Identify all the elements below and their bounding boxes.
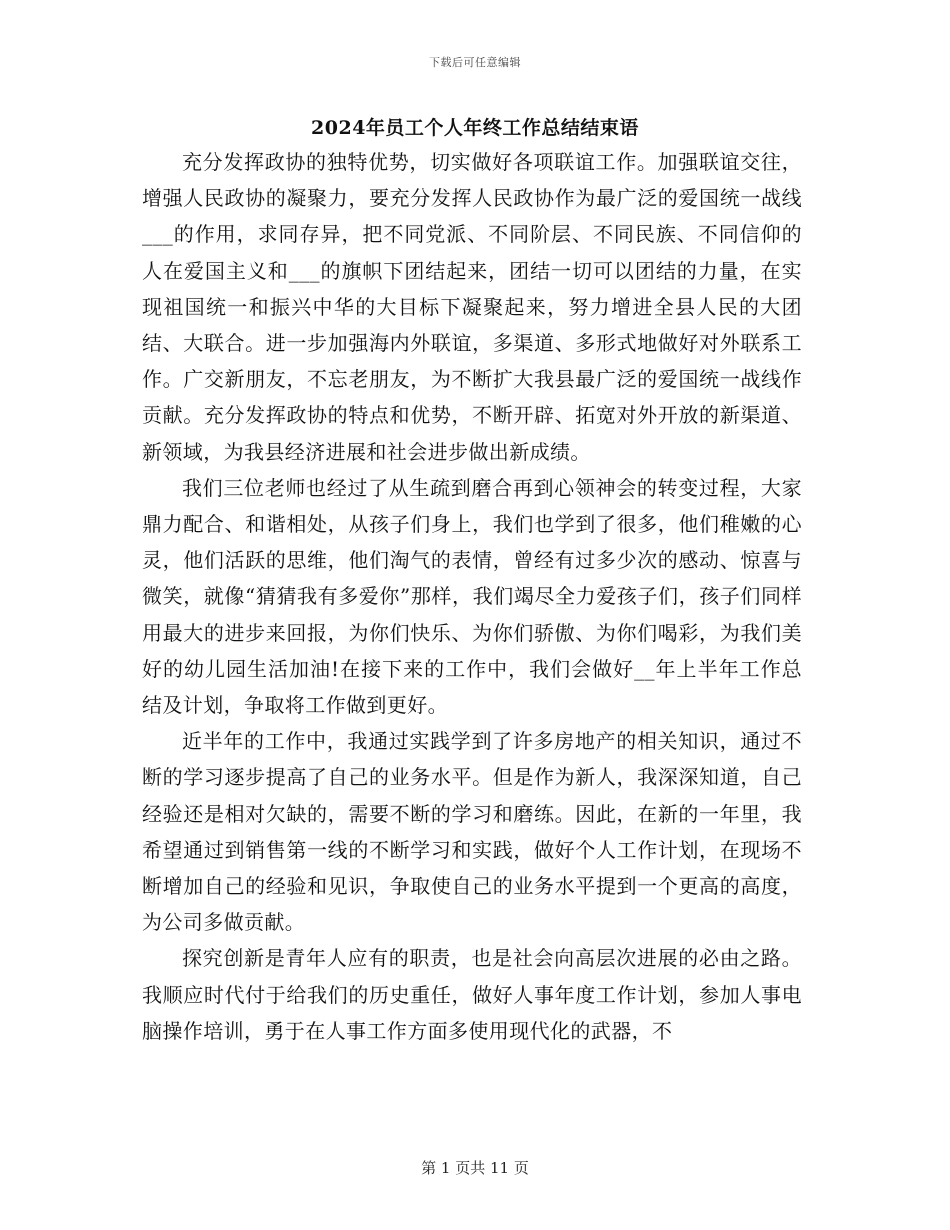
paragraph-3: 近半年的工作中，我通过实践学到了许多房地产的相关知识，通过不断的学习逐步提高了自己的业务水平。但是作为新人，我深深知道，自己经验还是相对欠缺的，需要不断的学习和磨练。因此，在新的一年里，我希望通过到销售第一线的不断学习和实践，做好个人工作计划，在现场不断增加自己的经验和见识，争取使自己的业务水平提到一个更高的高度，为公司多做贡献。 <box>142 729 802 935</box>
document-body <box>142 144 802 1049</box>
paragraph-1: 充分发挥政协的独特优势，切实做好各项联谊工作。加强联谊交往，增强人民政协的凝聚力，要充分发挥人民政协作为最广泛的爱国统一战线___的作用，求同存异，把不同党派、不同阶层、不同民族、不同信仰的人在爱国主义和___的旗帜下团结起来，团结一切可以团结的力量，在实现祖国统一和振兴中华的大目标下凝聚起来，努力增进全县人民的大团结、大联合。进一步加强海内外联谊，多渠道、多形式地做好对外联系工作。广交新朋友，不忘老朋友，为不断扩大我县最广泛的爱国统一战线作贡献。充分发挥政协的特点和优势，不断开辟、拓宽对外开放的新渠道、新领域，为我县经济进展和社会进步做出新成绩。 <box>142 150 802 464</box>
page-header: 下载后可任意编辑 <box>429 56 521 69</box>
page-number: 第 1 页共 11 页 <box>421 1159 529 1177</box>
paragraph-4: 探究创新是青年人应有的职责，也是社会向高层次进展的必由之路。我顺应时代付于给我们的历史重任，做好人事年度工作计划，参加人事电脑操作培训，勇于在人事工作方面多使用现代化的武器，不 <box>142 946 802 1043</box>
document-title: 2024年员工个人年终工作总结结束语 <box>311 117 639 139</box>
paragraph-2: 我们三位老师也经过了从生疏到磨合再到心领神会的转变过程，大家鼎力配合、和谐相处，从孩子们身上，我们也学到了很多，他们稚嫩的心灵，他们活跃的思维，他们淘气的表情，曾经有过多少次的感动、惊喜与微笑，就像“猜猜我有多爱你”那样，我们竭尽全力爱孩子们，孩子们同样用最大的进步来回报，为你们快乐、为你们骄傲、为你们喝彩，为我们美好的幼儿园生活加油!在接下来的工作中，我们会做好__年上半年工作总结及计划，争取将工作做到更好。 <box>142 475 802 718</box>
